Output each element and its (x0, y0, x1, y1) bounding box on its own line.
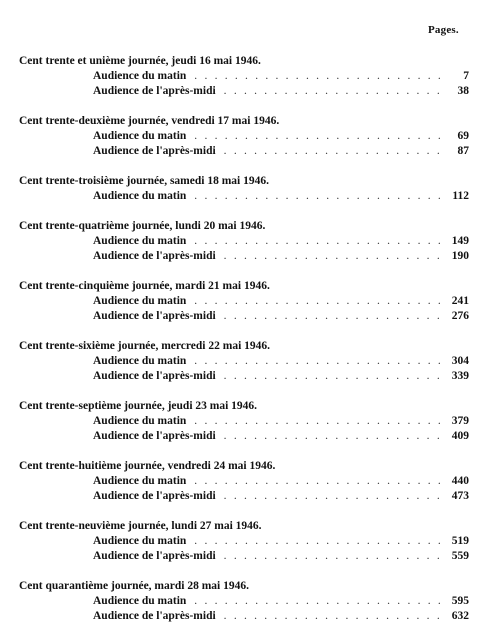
entry-label: Audience du matin (93, 190, 187, 202)
page-number: 241 (451, 295, 469, 307)
page-number: 190 (451, 250, 469, 262)
entry-label: Audience du matin (93, 235, 187, 247)
toc-day-block (19, 53, 469, 99)
entry-label: Audience du matin (93, 475, 187, 487)
dot-leader (224, 549, 441, 564)
dot-leader (194, 534, 441, 549)
toc-entry (93, 549, 469, 564)
entry-label: Audience de l'après-midi (93, 145, 216, 157)
page-number: 149 (451, 235, 469, 247)
day-title: Cent trente-huitième journée, vendredi 24 mai 1946. (19, 460, 276, 472)
entry-label: Audience de l'après-midi (93, 310, 216, 322)
toc-entry (93, 429, 469, 444)
toc-entry (93, 69, 469, 84)
day-title: Cent trente et unième journée, jeudi 16 mai 1946. (19, 55, 261, 67)
dot-leader (224, 309, 441, 324)
page-number: 473 (451, 490, 469, 502)
toc-entry (93, 369, 469, 384)
entry-label: Audience du matin (93, 355, 187, 367)
toc-entry (93, 84, 469, 99)
day-title: Cent trente-neuvième journée, lundi 27 mai 1946. (19, 520, 262, 532)
entry-label: Audience de l'après-midi (93, 370, 216, 382)
toc-day-block (19, 518, 469, 564)
toc-entry (93, 129, 469, 144)
toc-day-block (19, 458, 469, 504)
toc-entry (93, 354, 469, 369)
entry-label: Audience du matin (93, 295, 187, 307)
dot-leader (224, 609, 441, 624)
toc-entry (93, 144, 469, 159)
day-title: Cent trente-deuxième journée, vendredi 17 mai 1946. (19, 115, 280, 127)
toc-day-block (19, 398, 469, 444)
day-title: Cent trente-sixième journée, mercredi 22 mai 1946. (19, 340, 271, 352)
dot-leader (224, 144, 441, 159)
page-number: 304 (451, 355, 469, 367)
entry-label: Audience de l'après-midi (93, 610, 216, 622)
dot-leader (224, 249, 441, 264)
toc-day-block (19, 173, 469, 204)
page-number: 69 (457, 130, 469, 142)
toc-entry (93, 249, 469, 264)
entry-label: Audience de l'après-midi (93, 85, 216, 97)
page-number: 409 (451, 430, 469, 442)
dot-leader (194, 189, 441, 204)
pages-column-header: Pages. (428, 24, 459, 36)
page-number: 595 (451, 595, 469, 607)
page-number: 440 (451, 475, 469, 487)
toc-entry (93, 414, 469, 429)
dot-leader (224, 369, 441, 384)
page-number: 379 (451, 415, 469, 427)
toc-entry (93, 294, 469, 309)
page-number: 276 (451, 310, 469, 322)
page-number: 339 (451, 370, 469, 382)
entry-label: Audience du matin (93, 415, 187, 427)
dot-leader (224, 84, 441, 99)
dot-leader (194, 234, 441, 249)
entry-label: Audience de l'après-midi (93, 490, 216, 502)
dot-leader (194, 474, 441, 489)
entry-label: Audience du matin (93, 595, 187, 607)
dot-leader (194, 594, 441, 609)
entry-label: Audience du matin (93, 130, 187, 142)
toc-list (19, 53, 469, 638)
page-number: 7 (463, 70, 469, 82)
dot-leader (224, 429, 441, 444)
entry-label: Audience du matin (93, 70, 187, 82)
entry-label: Audience de l'après-midi (93, 250, 216, 262)
day-title: Cent trente-quatrième journée, lundi 20 mai 1946. (19, 220, 266, 232)
dot-leader (194, 294, 441, 309)
toc-entry (93, 309, 469, 324)
toc-entry (93, 594, 469, 609)
day-title: Cent trente-cinquième journée, mardi 21 mai 1946. (19, 280, 270, 292)
page-number: 112 (452, 190, 469, 202)
page-number: 38 (457, 85, 469, 97)
dot-leader (194, 354, 441, 369)
page-number: 632 (451, 610, 469, 622)
toc-day-block (19, 113, 469, 159)
day-title: Cent quarantième journée, mardi 28 mai 1946. (19, 580, 249, 592)
toc-day-block (19, 578, 469, 624)
toc-day-block (19, 218, 469, 264)
page-number: 559 (451, 550, 469, 562)
toc-day-block (19, 278, 469, 324)
page-number: 519 (451, 535, 469, 547)
entry-label: Audience de l'après-midi (93, 430, 216, 442)
toc-entry (93, 189, 469, 204)
toc-entry (93, 534, 469, 549)
dot-leader (194, 414, 441, 429)
toc-entry (93, 489, 469, 504)
entry-label: Audience de l'après-midi (93, 550, 216, 562)
day-title: Cent trente-troisième journée, samedi 18 mai 1946. (19, 175, 269, 187)
dot-leader (194, 69, 441, 84)
page-number: 87 (457, 145, 469, 157)
dot-leader (194, 129, 441, 144)
dot-leader (224, 489, 441, 504)
toc-day-block (19, 338, 469, 384)
day-title: Cent trente-septième journée, jeudi 23 mai 1946. (19, 400, 258, 412)
entry-label: Audience du matin (93, 535, 187, 547)
toc-entry (93, 474, 469, 489)
toc-entry (93, 609, 469, 624)
toc-entry (93, 234, 469, 249)
